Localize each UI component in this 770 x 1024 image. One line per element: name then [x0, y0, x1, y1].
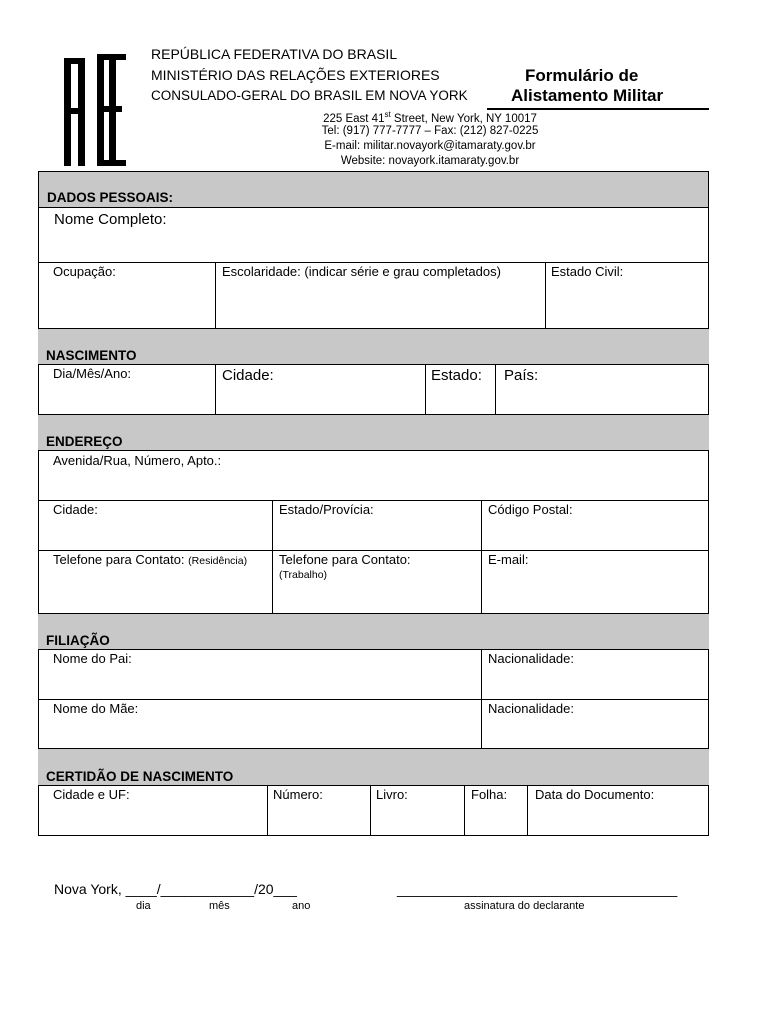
section-title: CERTIDÃO DE NASCIMENTO	[46, 769, 234, 784]
section-title: NASCIMENTO	[46, 348, 137, 363]
signature-caption: assinatura do declarante	[464, 900, 585, 912]
numero-label: Número:	[273, 787, 323, 802]
ocupacao-label: Ocupação:	[53, 264, 116, 279]
nome-pai-label: Nome do Pai:	[53, 651, 132, 666]
certidao-box	[38, 785, 709, 836]
escolaridade-label: Escolaridade: (indicar série e grau completados)	[222, 264, 501, 279]
nascimento-box	[38, 364, 709, 415]
address-line: 225 East 41st Street, New York, NY 10017	[323, 110, 537, 125]
header-ministerio: MINISTÉRIO DAS RELAÇÕES EXTERIORES	[151, 67, 440, 83]
telefone-residencia-label: Telefone para Contato: (Residência)	[53, 552, 248, 567]
consulate-logo	[60, 50, 132, 170]
header-consulado: CONSULADO-GERAL DO BRASIL EM NOVA YORK	[151, 88, 468, 103]
estado-provincia-label: Estado/Provícia:	[279, 502, 374, 517]
data-documento-label: Data do Documento:	[535, 787, 655, 802]
email-label: E-mail:	[488, 552, 529, 567]
telefone-trabalho-note: (Trabalho)	[279, 569, 328, 581]
form-title-line2: Alistamento Militar	[511, 86, 664, 105]
date-ano-caption: ano	[292, 900, 311, 912]
cidade-uf-label: Cidade e UF:	[53, 787, 130, 802]
estado-nascimento-label: Estado:	[431, 367, 482, 384]
section-nascimento	[38, 329, 709, 365]
section-dados-pessoais	[38, 171, 709, 208]
endereco-box	[38, 450, 709, 614]
filiacao-box	[38, 649, 709, 749]
livro-label: Livro:	[376, 787, 408, 802]
cidade-nascimento-label: Cidade:	[222, 367, 274, 384]
date-dia-caption: dia	[136, 900, 151, 912]
header-republica: REPÚBLICA FEDERATIVA DO BRASIL	[151, 46, 398, 62]
date-mes-caption: mês	[209, 900, 230, 912]
nacionalidade-pai-label: Nacionalidade:	[488, 651, 575, 666]
section-title: DADOS PESSOAIS:	[47, 190, 174, 205]
section-title: ENDEREÇO	[46, 434, 123, 449]
website-line: Website: novayork.itamaraty.gov.br	[340, 155, 520, 167]
section-filiacao	[38, 614, 709, 650]
phone-fax-line: Tel: (917) 777-7777 – Fax: (212) 827-0225	[321, 125, 539, 137]
estado-civil-label: Estado Civil:	[551, 264, 624, 279]
pais-nascimento-label: País:	[504, 367, 539, 384]
folha-label: Folha:	[471, 787, 508, 802]
dados-pessoais-box	[38, 207, 709, 329]
nacionalidade-mae-label: Nacionalidade:	[488, 701, 575, 716]
codigo-postal-label: Código Postal:	[488, 502, 573, 517]
section-title: FILIAÇÃO	[46, 633, 110, 648]
email-line: E-mail: militar.novayork@itamaraty.gov.br	[324, 140, 536, 152]
date-line: Nova York, ____/____________/20___	[54, 881, 297, 897]
nome-completo-label: Nome Completo:	[54, 211, 167, 228]
nome-mae-label: Nome do Mãe:	[53, 701, 139, 716]
section-endereco	[38, 415, 709, 451]
signature-line: ____________________________________	[397, 881, 678, 897]
section-certidao	[38, 749, 709, 786]
rua-label: Avenida/Rua, Número, Apto.:	[53, 453, 222, 468]
cidade-label: Cidade:	[53, 502, 98, 517]
data-nascimento-label: Dia/Mês/Ano:	[53, 366, 132, 381]
form-title-line1: Formulário de	[525, 66, 639, 85]
telefone-trabalho-label: Telefone para Contato:	[279, 552, 411, 567]
